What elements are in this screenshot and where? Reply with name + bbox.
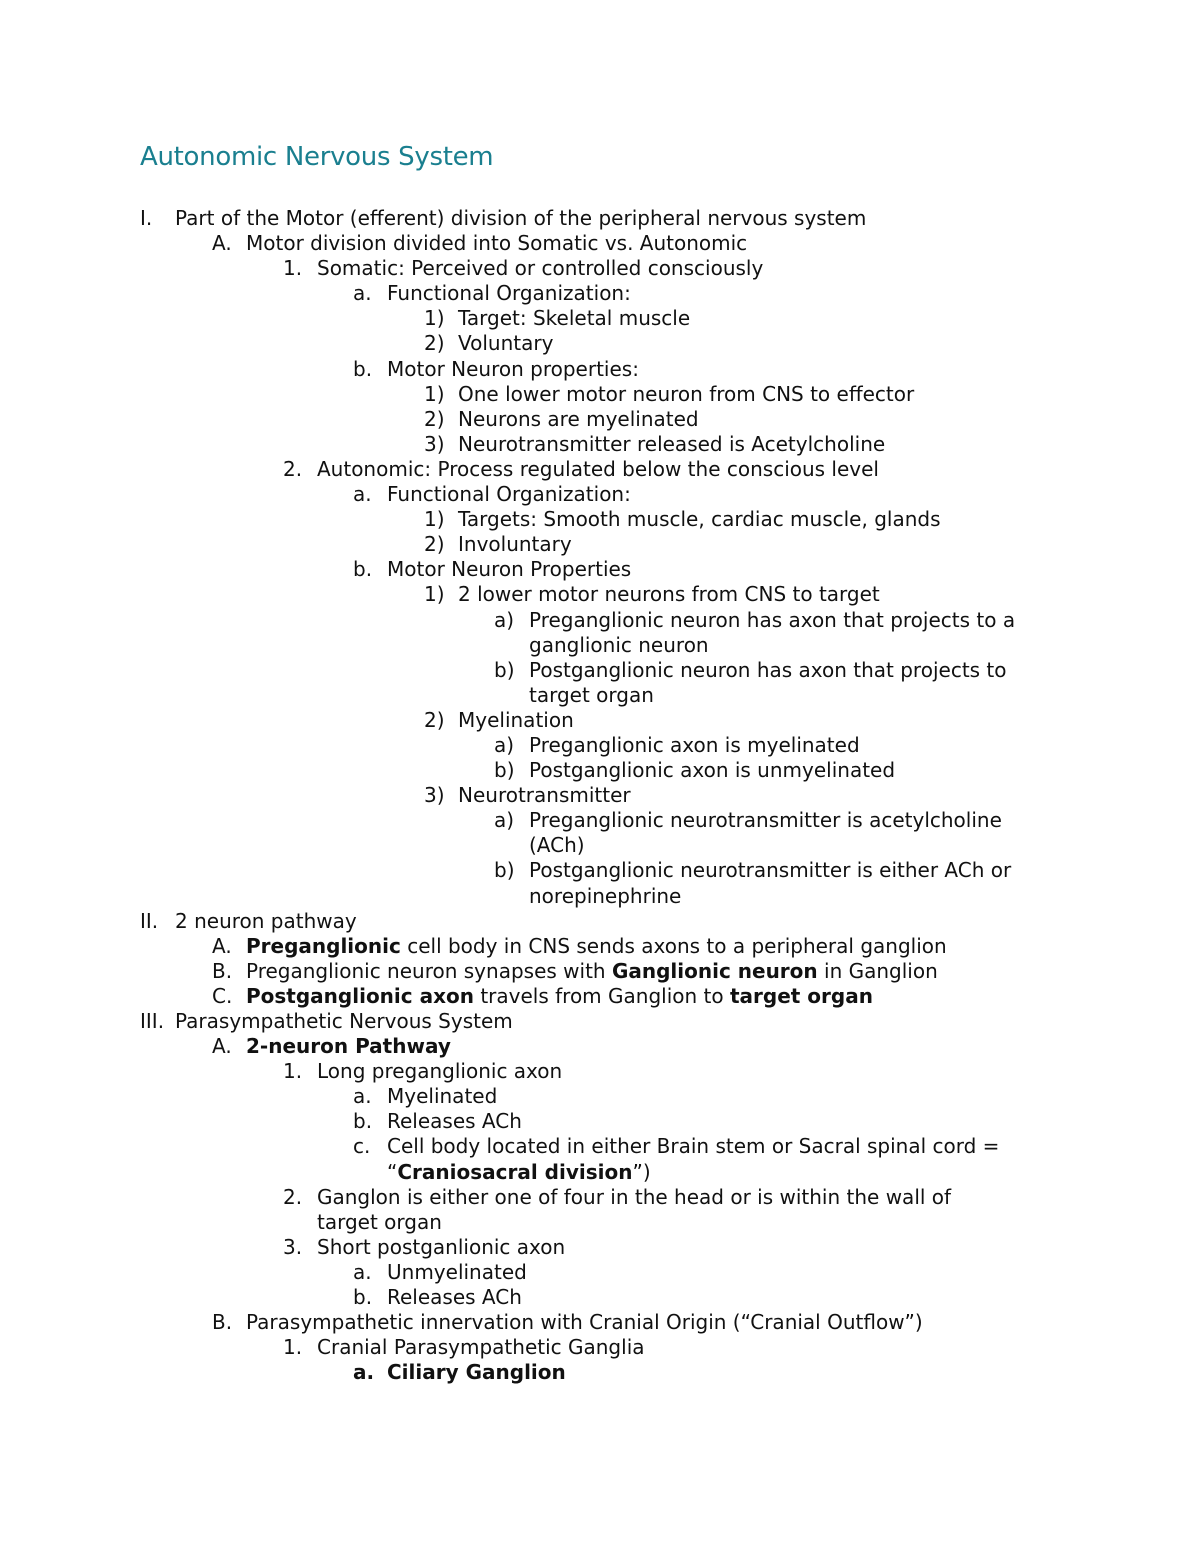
outline-marker: c.	[353, 1134, 371, 1159]
outline-text	[246, 959, 938, 984]
outline-item	[0, 1310, 1200, 1335]
outline-text	[317, 457, 879, 482]
text-run: Releases ACh	[387, 1109, 522, 1134]
outline-text	[458, 708, 574, 733]
outline-item	[0, 507, 1200, 532]
outline-text	[387, 281, 631, 306]
outline-item	[0, 1059, 1200, 1084]
text-run: Myelinated	[387, 1084, 498, 1109]
outline-item	[0, 582, 1200, 607]
outline-text	[317, 1335, 645, 1360]
outline-text	[458, 783, 631, 808]
outline-text	[175, 1009, 513, 1034]
outline-text	[458, 407, 699, 432]
bold-term: Ganglionic neuron	[611, 958, 818, 983]
text-run: cell body in CNS sends axons to a peripheral ganglion	[400, 933, 947, 958]
outline-item	[0, 783, 1200, 808]
text-run: Preganglionic neuron has axon that projects to a	[529, 607, 1016, 632]
outline-text	[458, 507, 941, 532]
outline-item	[0, 808, 1200, 833]
text-run: Myelination	[458, 707, 574, 732]
text-run: Part of the Motor (efferent) division of the peripheral nervous system	[175, 206, 867, 230]
text-run: Ganglon is either one of four in the head or is within the wall of	[317, 1184, 952, 1209]
text-run: Target: Skeletal muscle	[458, 306, 691, 331]
outline-text	[387, 482, 631, 507]
outline-marker: B.	[212, 1310, 233, 1335]
outline-item	[0, 858, 1200, 883]
outline-item	[0, 1235, 1200, 1260]
outline-marker: 1)	[424, 507, 445, 532]
outline-text	[529, 608, 1015, 633]
outline-text	[529, 884, 681, 909]
outline-marker: A.	[212, 933, 232, 958]
outline-text	[458, 582, 880, 607]
outline-text	[317, 1210, 442, 1235]
outline-item	[0, 281, 1200, 306]
outline-item	[0, 633, 1200, 658]
outline-text	[387, 1160, 651, 1185]
text-run: Involuntary	[458, 532, 572, 557]
outline-item	[0, 1009, 1200, 1034]
text-run: Functional Organization:	[387, 281, 631, 306]
outline-marker: a.	[353, 1360, 375, 1385]
outline-item	[0, 231, 1200, 256]
outline-text	[246, 1310, 923, 1335]
outline-marker: a)	[494, 732, 515, 757]
text-run: Cell body located in either Brain stem or Sacral spinal cord =	[387, 1134, 1000, 1159]
outline-marker: 2)	[424, 707, 445, 732]
outline-list	[0, 206, 1200, 1385]
outline-text	[529, 858, 1011, 883]
text-run: Parasympathetic Nervous System	[175, 1009, 513, 1033]
outline-marker: a)	[494, 607, 515, 632]
outline-item	[0, 482, 1200, 507]
outline-marker: a.	[353, 1259, 372, 1284]
text-run: 2 lower motor neurons from CNS to target	[458, 582, 880, 607]
outline-text	[387, 1134, 999, 1159]
text-run: Neurotransmitter released is Acetylcholine	[458, 431, 886, 456]
text-run: Motor Neuron Properties	[387, 557, 632, 582]
outline-text	[387, 1285, 522, 1310]
outline-text	[458, 331, 553, 356]
outline-text	[458, 432, 885, 457]
outline-item	[0, 532, 1200, 557]
outline-item	[0, 608, 1200, 633]
text-run: Functional Organization:	[387, 482, 631, 507]
outline-marker: b.	[353, 356, 373, 381]
bold-term: 2-neuron Pathway	[246, 1034, 451, 1059]
outline-text	[529, 758, 895, 783]
text-run: Postganglionic neurotransmitter is either ACh or	[529, 858, 1012, 883]
outline-item	[0, 658, 1200, 683]
outline-text	[175, 909, 357, 934]
bold-term: Craniosacral division	[397, 1159, 633, 1184]
outline-marker: III.	[140, 1009, 165, 1033]
text-run: (ACh)	[529, 833, 585, 858]
outline-text	[175, 206, 866, 231]
text-run: Neurotransmitter	[458, 783, 631, 808]
outline-marker: I.	[140, 206, 153, 230]
text-run: target organ	[317, 1209, 442, 1234]
outline-text	[529, 733, 860, 758]
text-run: One lower motor neuron from CNS to effector	[458, 381, 915, 406]
outline-marker: A.	[212, 1034, 232, 1059]
outline-text	[387, 357, 639, 382]
outline-item	[0, 1034, 1200, 1059]
outline-marker: 1)	[424, 306, 445, 331]
bold-term: target organ	[729, 983, 873, 1008]
outline-item	[0, 1084, 1200, 1109]
outline-item	[0, 909, 1200, 934]
outline-item	[0, 1134, 1200, 1159]
outline-marker: b.	[353, 1285, 373, 1310]
outline-marker: 1.	[283, 1059, 303, 1084]
outline-text	[529, 658, 1007, 683]
outline-text	[387, 1260, 527, 1285]
outline-text	[246, 984, 873, 1009]
text-run: target organ	[529, 682, 654, 707]
outline-marker: 3)	[424, 431, 445, 456]
outline-marker: a)	[494, 808, 515, 833]
outline-text	[529, 808, 1002, 833]
text-run: ”)	[632, 1159, 651, 1184]
outline-marker: 2)	[424, 406, 445, 431]
outline-text	[317, 1059, 562, 1084]
text-run: Postganglionic neuron has axon that projects to	[529, 657, 1007, 682]
outline-item	[0, 331, 1200, 356]
outline-marker: 2)	[424, 331, 445, 356]
bold-term: Postganglionic axon	[246, 983, 474, 1008]
outline-text	[387, 1109, 522, 1134]
text-run: Unmyelinated	[387, 1259, 527, 1284]
outline-marker: 1.	[283, 256, 303, 281]
outline-marker: 1)	[424, 381, 445, 406]
outline-text	[458, 382, 914, 407]
outline-marker: 1)	[424, 582, 445, 607]
text-run: Parasympathetic innervation with Cranial Origin (“Cranial Outflow”)	[246, 1310, 923, 1335]
outline-item	[0, 256, 1200, 281]
outline-text	[246, 231, 747, 256]
outline-item	[0, 306, 1200, 331]
text-run: in Ganglion	[817, 958, 938, 983]
text-run: Preganglionic neurotransmitter is acetylcholine	[529, 808, 1002, 833]
outline-marker: b)	[494, 657, 515, 682]
outline-item	[0, 407, 1200, 432]
text-run: Targets: Smooth muscle, cardiac muscle, glands	[458, 507, 941, 532]
outline-marker: 2.	[283, 1184, 303, 1209]
outline-item	[0, 708, 1200, 733]
bold-term: Preganglionic	[246, 933, 401, 958]
outline-marker: C.	[212, 983, 233, 1008]
outline-text	[246, 1034, 451, 1059]
outline-item	[0, 959, 1200, 984]
outline-item	[0, 357, 1200, 382]
outline-text	[458, 532, 572, 557]
outline-marker: 2)	[424, 532, 445, 557]
outline-text	[387, 557, 631, 582]
outline-item	[0, 1160, 1200, 1185]
outline-item	[0, 382, 1200, 407]
text-run: Cranial Parasympathetic Ganglia	[317, 1335, 645, 1360]
outline-text	[387, 1084, 497, 1109]
outline-marker: 3)	[424, 783, 445, 808]
bold-term: Ciliary Ganglion	[387, 1360, 566, 1385]
outline-marker: a.	[353, 281, 372, 306]
text-run: Voluntary	[458, 331, 554, 356]
outline-marker: b)	[494, 758, 515, 783]
outline-text	[317, 1235, 565, 1260]
outline-item	[0, 683, 1200, 708]
outline-marker: a.	[353, 482, 372, 507]
outline-item	[0, 557, 1200, 582]
outline-item	[0, 733, 1200, 758]
outline-marker: b.	[353, 1109, 373, 1134]
outline-marker: II.	[140, 908, 159, 933]
outline-marker: b)	[494, 858, 515, 883]
outline-item	[0, 758, 1200, 783]
outline-item	[0, 1285, 1200, 1310]
outline-item	[0, 1109, 1200, 1134]
outline-text	[529, 633, 709, 658]
outline-item	[0, 457, 1200, 482]
text-run: Neurons are myelinated	[458, 406, 699, 431]
text-run: Autonomic: Process regulated below the conscious level	[317, 456, 879, 481]
outline-item	[0, 1335, 1200, 1360]
text-run: norepinephrine	[529, 883, 682, 908]
text-run: Preganglionic neuron synapses with	[246, 958, 612, 983]
outline-item	[0, 1260, 1200, 1285]
outline-marker: a.	[353, 1084, 372, 1109]
outline-text	[317, 256, 763, 281]
text-run: 2 neuron pathway	[175, 908, 357, 933]
outline-marker: A.	[212, 231, 232, 256]
document-title: Autonomic Nervous System	[140, 142, 494, 172]
outline-item	[0, 934, 1200, 959]
text-run: ganglionic neuron	[529, 632, 709, 657]
text-run: Releases ACh	[387, 1285, 522, 1310]
outline-text	[529, 683, 654, 708]
text-run: “	[387, 1159, 398, 1184]
text-run: Preganglionic axon is myelinated	[529, 732, 860, 757]
outline-item	[0, 432, 1200, 457]
text-run: Motor Neuron properties:	[387, 356, 639, 381]
outline-text	[458, 306, 690, 331]
outline-marker: B.	[212, 958, 233, 983]
text-run: Short postganlionic axon	[317, 1234, 566, 1259]
outline-text	[246, 934, 947, 959]
text-run: Postganglionic axon is unmyelinated	[529, 758, 896, 783]
outline-text	[387, 1360, 566, 1385]
text-run: travels from Ganglion to	[473, 983, 730, 1008]
outline-item	[0, 1360, 1200, 1385]
outline-item	[0, 984, 1200, 1009]
outline-item	[0, 884, 1200, 909]
outline-item	[0, 206, 1200, 231]
outline-marker: 2.	[283, 456, 303, 481]
outline-marker: b.	[353, 557, 373, 582]
outline-text	[317, 1185, 951, 1210]
text-run: Motor division divided into Somatic vs. Autonomic	[246, 231, 748, 256]
outline-item	[0, 1210, 1200, 1235]
text-run: Somatic: Perceived or controlled consciously	[317, 256, 764, 281]
text-run: Long preganglionic axon	[317, 1059, 563, 1084]
outline-item	[0, 1185, 1200, 1210]
outline-marker: 1.	[283, 1335, 303, 1360]
outline-marker: 3.	[283, 1234, 303, 1259]
outline-text	[529, 833, 585, 858]
outline-item	[0, 833, 1200, 858]
